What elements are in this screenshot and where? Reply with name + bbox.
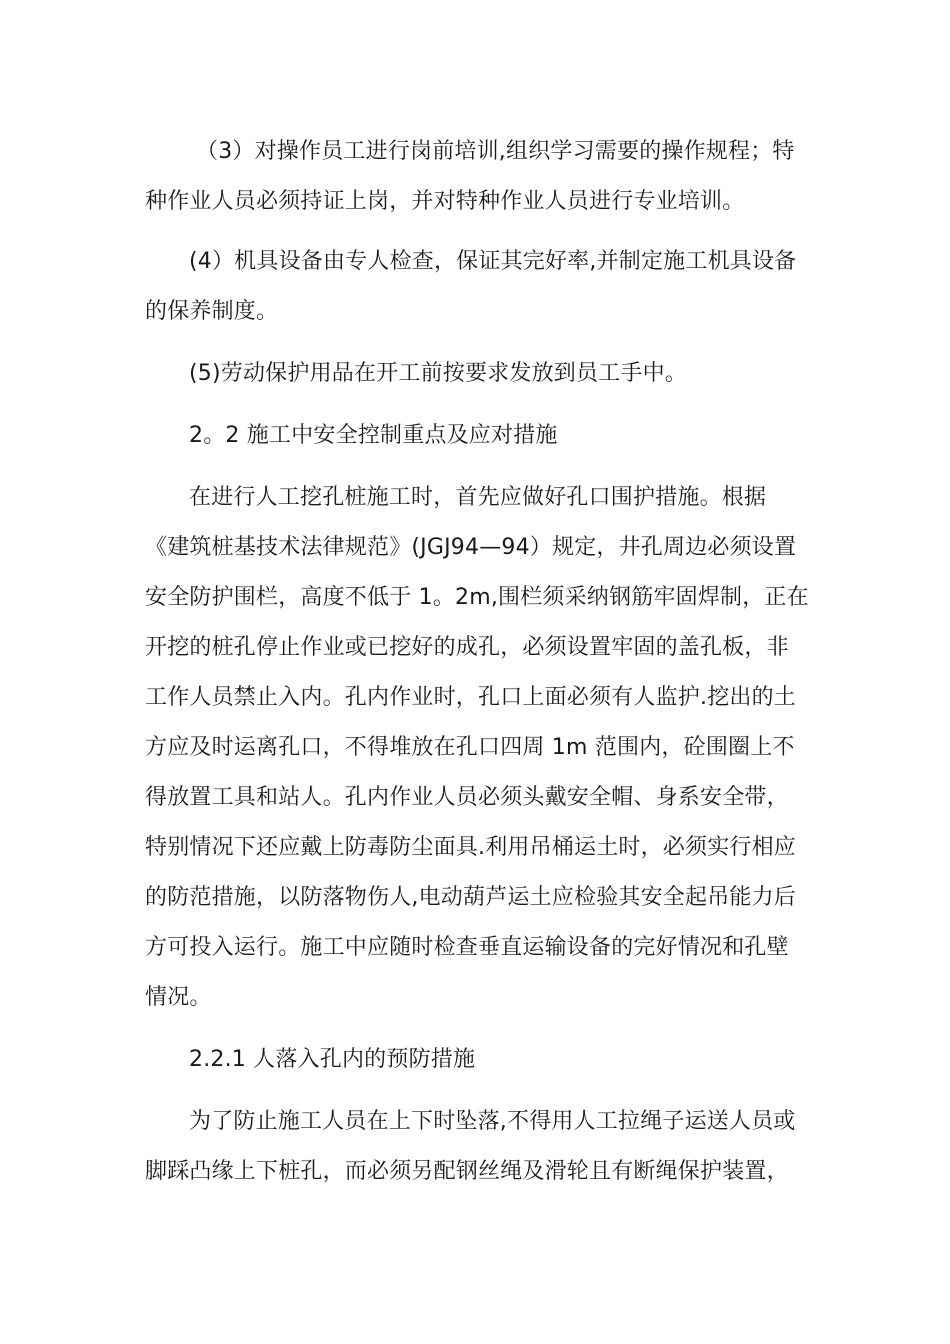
body-paragraph-line-4: 开挖的桩孔停止作业或已挖好的成孔，必须设置牢固的盖孔板，非 xyxy=(145,635,789,660)
body-paragraph-line-7: 得放置工具和站人。孔内作业人员必须头戴安全帽、身系安全带， xyxy=(145,785,789,810)
prevention-paragraph-line-1: 为了防止施工人员在上下时坠落,不得用人工拉绳子运送人员或 xyxy=(189,1109,796,1134)
body-paragraph-line-6: 方应及时运离孔口，不得堆放在孔口四周 1m 范围内，砼围圈上不 xyxy=(145,735,795,760)
section-heading-2-2: 2。2 施工中安全控制重点及应对措施 xyxy=(189,423,558,448)
body-paragraph-line-8: 特别情况下还应戴上防毒防尘面具.利用吊桶运土时，必须实行相应 xyxy=(145,835,796,860)
body-paragraph-line-11: 情况。 xyxy=(145,985,212,1010)
section-heading-2-2-1: 2.2.1 人落入孔内的预防措施 xyxy=(189,1047,476,1072)
paragraph-5: (5)劳动保护用品在开工前按要求发放到员工手中。 xyxy=(189,361,687,386)
paragraph-3-line-2: 种作业人员必须持证上岗，并对特种作业人员进行专业培训。 xyxy=(145,189,745,214)
body-paragraph-line-5: 工作人员禁止入内。孔内作业时，孔口上面必须有人监护.挖出的土 xyxy=(145,685,796,710)
body-paragraph-line-10: 方可投入运行。施工中应随时检查垂直运输设备的完好情况和孔壁 xyxy=(145,935,789,960)
paragraph-3-line-1: （3）对操作员工进行岗前培训,组织学习需要的操作规程；特 xyxy=(196,139,795,164)
paragraph-4-line-2: 的保养制度。 xyxy=(145,299,279,324)
body-paragraph-line-9: 的防范措施，以防落物伤人,电动葫芦运土应检验其安全起吊能力后 xyxy=(145,885,796,910)
prevention-paragraph-line-2: 脚踩凸缘上下桩孔，而必须另配钢丝绳及滑轮且有断绳保护装置， xyxy=(145,1159,789,1184)
body-paragraph-line-2: 《建筑桩基技术法律规范》(JGJ94—94）规定，井孔周边必须设置 xyxy=(145,535,797,560)
body-paragraph-line-3: 安全防护围栏，高度不低于 1。2m,围栏须采纳钢筋牢固焊制，正在 xyxy=(145,585,809,610)
body-paragraph-line-1: 在进行人工挖孔桩施工时，首先应做好孔口围护措施。根据 xyxy=(189,485,767,510)
paragraph-4-line-1: (4）机具设备由专人检查，保证其完好率,并制定施工机具设备 xyxy=(189,249,797,274)
